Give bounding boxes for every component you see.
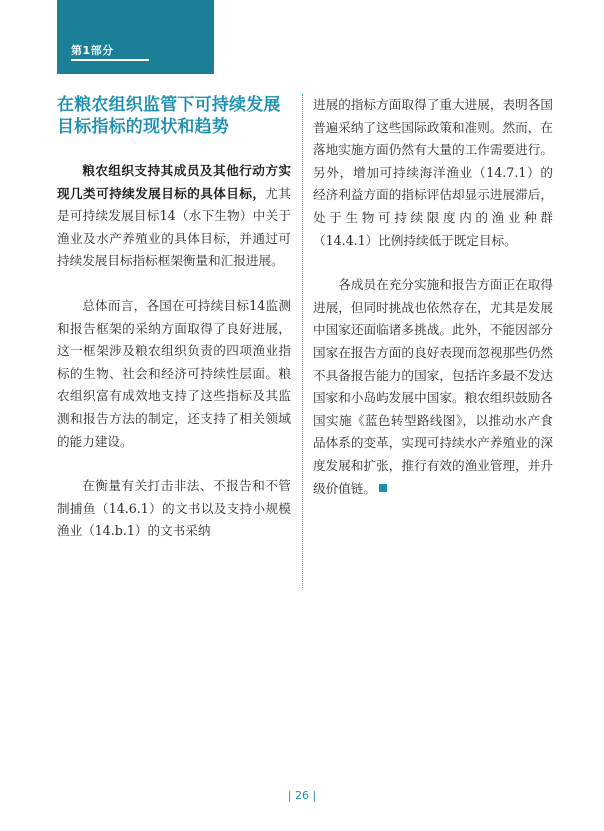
paragraph-challenges [313, 274, 553, 500]
right-column [313, 94, 553, 500]
intro-bold-text: 粮农组织支持其成员及其他行动方实现几类可持续发展目标的具体目标， [57, 163, 291, 201]
intro-text: 尤其是可持续发展目标14（水下生物）中关于渔业及水产养殖业的具体目标，并通过可持续发展目标指标框架衡量和汇报进展。 [57, 185, 292, 269]
paragraph-intro [57, 160, 291, 273]
section-underline [71, 59, 149, 61]
section-heading: 在粮农组织监管下可持续发展目标指标的现状和趋势 [57, 95, 281, 137]
section-label: 第1部分 [71, 44, 114, 57]
section-tab [57, 0, 214, 74]
paragraph-indicators-start: 在衡量有关打击非法、不报告和不管制捕鱼（14.6.1）的文书以及支持小规模渔业（14.b.1）的文书采纳 [57, 478, 291, 539]
paragraph-overall-progress: 总体而言，各国在可持续目标14监测和报告框架的采纳方面取得了良好进展，这一框架涉及粮农组织负责的四项渔业指标的生物、社会和经济可持续性层面。粮农组织富有成效地支持了这些指标及其监测和报告方法的制定，还支持了相关领域的能力建设。 [57, 297, 291, 449]
column-divider [302, 94, 303, 588]
end-of-article-mark [379, 484, 387, 492]
page-number: | 26 | [287, 789, 317, 802]
paragraph-indicators-continued: 进展的指标方面取得了重大进展，表明各国普遍采纳了这些国际政策和准则。然而，在落地实施方面仍然有大量的工作需要进行。另外，增加可持续海洋渔业（14.7.1）的经济利益方面的指标评估却显示进展滞后，处于生物可持续限度内的渔业种群（14.4.1）比例持续低于既定目标。 [313, 97, 553, 248]
left-column [57, 94, 291, 543]
challenges-text: 各成员在充分实施和报告方面正在取得进展，但同时挑战也依然存在，尤其是发展中国家还面临诸多挑战。此外，不能因部分国家在报告方面的良好表现而忽视那些仍然不具备报告能力的国家，包括许多最不发达国家和小岛屿发展中国家。粮农组织鼓励各国实施《蓝色转型路线图》，以推动水产食品体系的变革，实现可持续水产养殖业的深度发展和扩张，推行有效的渔业管理，并升级价值链。 [313, 277, 553, 496]
